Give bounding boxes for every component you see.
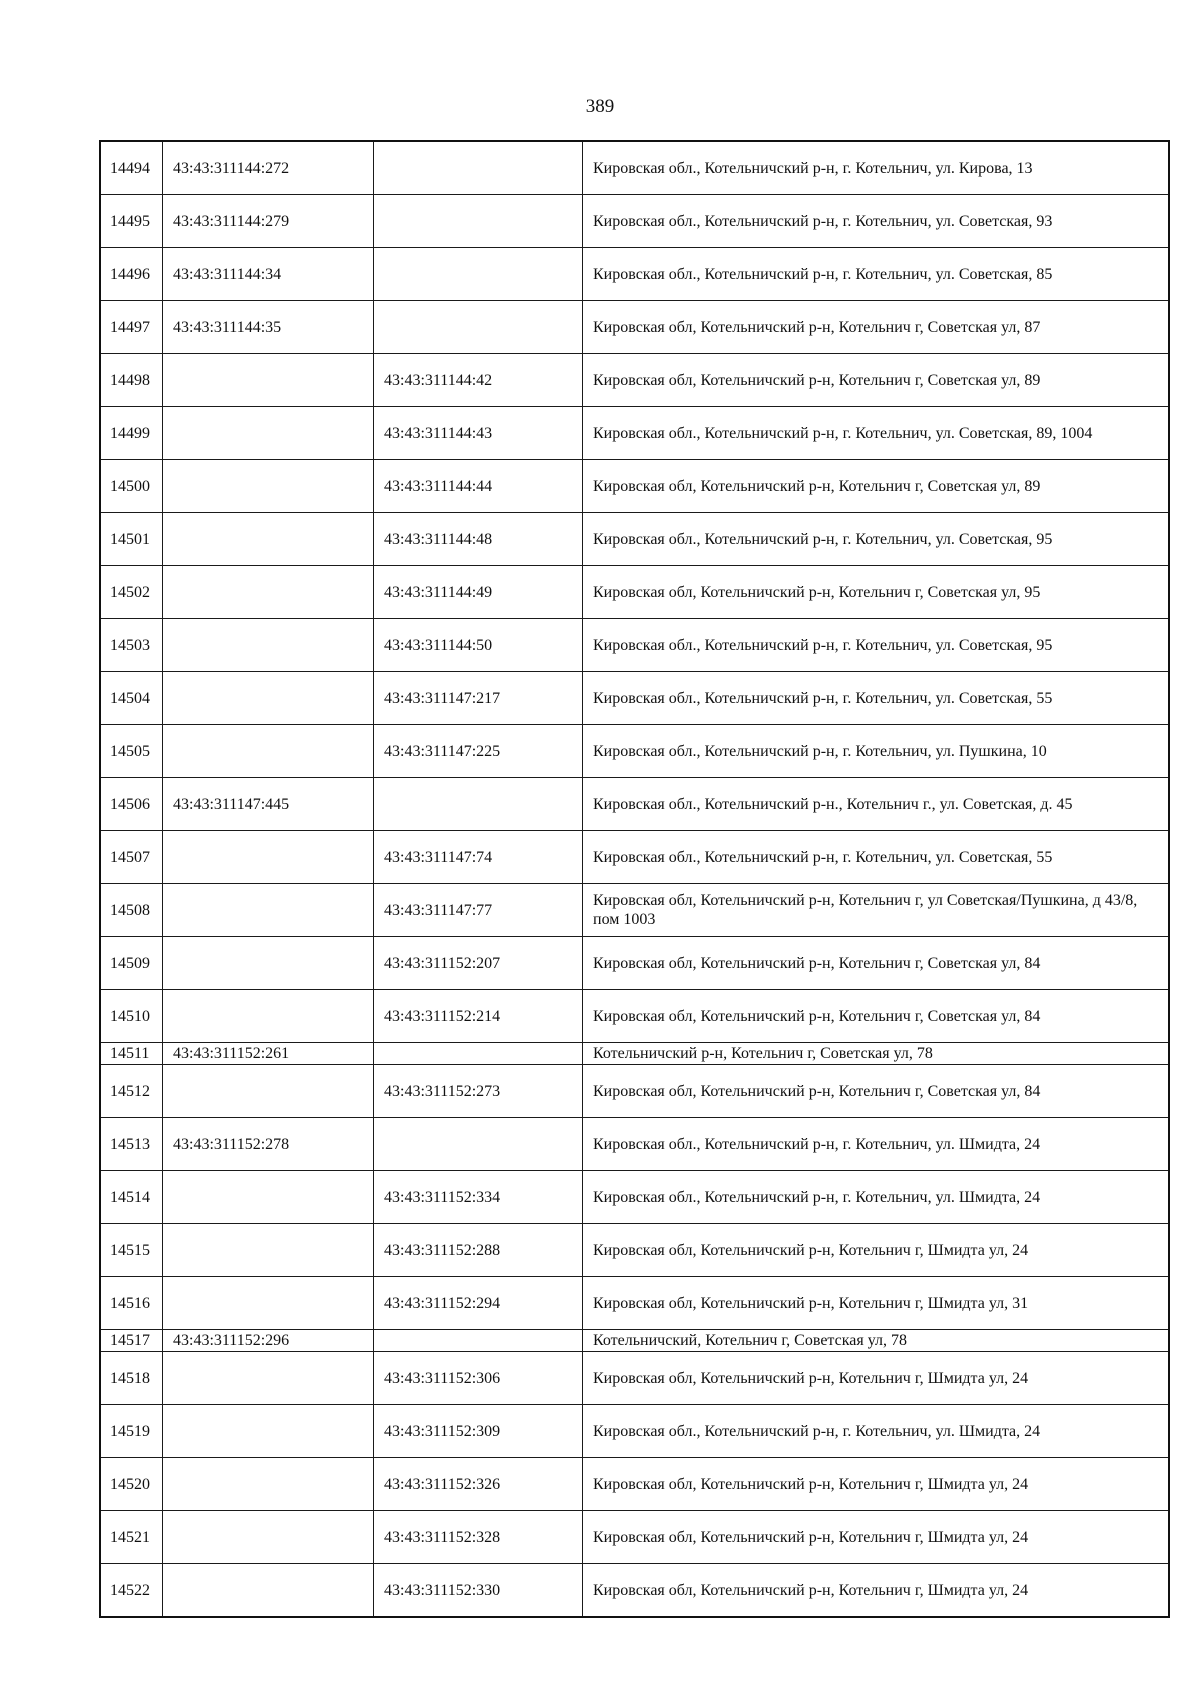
row-number-cell: 14505 [100, 725, 163, 778]
address-cell: Кировская обл, Котельничский р-н, Котельнич г, Шмидта ул, 24 [583, 1511, 1170, 1564]
table-row [100, 1405, 1169, 1458]
cadastral-number-cell [163, 1458, 374, 1511]
row-number-cell: 14521 [100, 1511, 163, 1564]
related-cadastral-number-cell: 43:43:311147:74 [374, 831, 583, 884]
table-row [100, 513, 1169, 566]
registry-table [99, 140, 1170, 1618]
row-number-cell: 14520 [100, 1458, 163, 1511]
row-number-cell: 14495 [100, 195, 163, 248]
address-cell: Кировская обл., Котельничский р-н, г. Котельнич, ул. Советская, 95 [583, 513, 1170, 566]
related-cadastral-number-cell: 43:43:311144:48 [374, 513, 583, 566]
related-cadastral-number-cell: 43:43:311152:334 [374, 1171, 583, 1224]
row-number-cell: 14504 [100, 672, 163, 725]
table-row [100, 1065, 1169, 1118]
row-number-cell: 14510 [100, 990, 163, 1043]
table-row [100, 1277, 1169, 1330]
address-cell: Кировская обл, Котельничский р-н, Котельнич г, Советская ул, 87 [583, 301, 1170, 354]
related-cadastral-number-cell [374, 248, 583, 301]
address-cell: Кировская обл, Котельничский р-н, Котельнич г, Советская ул, 95 [583, 566, 1170, 619]
related-cadastral-number-cell: 43:43:311152:214 [374, 990, 583, 1043]
address-cell: Кировская обл, Котельничский р-н, Котельнич г, Шмидта ул, 24 [583, 1564, 1170, 1618]
table-row [100, 725, 1169, 778]
row-number-cell: 14496 [100, 248, 163, 301]
cadastral-number-cell [163, 831, 374, 884]
table-row [100, 1330, 1169, 1352]
related-cadastral-number-cell [374, 1118, 583, 1171]
cadastral-number-cell [163, 513, 374, 566]
table-row [100, 1511, 1169, 1564]
related-cadastral-number-cell: 43:43:311147:225 [374, 725, 583, 778]
cadastral-number-cell: 43:43:311144:34 [163, 248, 374, 301]
table-row [100, 141, 1169, 195]
row-number-cell: 14507 [100, 831, 163, 884]
row-number-cell: 14500 [100, 460, 163, 513]
row-number-cell: 14516 [100, 1277, 163, 1330]
row-number-cell: 14498 [100, 354, 163, 407]
row-number-cell: 14502 [100, 566, 163, 619]
related-cadastral-number-cell: 43:43:311144:42 [374, 354, 583, 407]
cadastral-number-cell [163, 1511, 374, 1564]
table-row [100, 1171, 1169, 1224]
row-number-cell: 14519 [100, 1405, 163, 1458]
table-row [100, 1043, 1169, 1065]
row-number-cell: 14514 [100, 1171, 163, 1224]
address-cell: Кировская обл., Котельничский р-н, г. Котельнич, ул. Советская, 95 [583, 619, 1170, 672]
cadastral-number-cell [163, 672, 374, 725]
table-row [100, 884, 1169, 937]
table-row [100, 354, 1169, 407]
address-cell: Кировская обл, Котельничский р-н, Котельнич г, Шмидта ул, 24 [583, 1224, 1170, 1277]
table-row [100, 407, 1169, 460]
cadastral-number-cell [163, 460, 374, 513]
related-cadastral-number-cell: 43:43:311144:44 [374, 460, 583, 513]
related-cadastral-number-cell: 43:43:311144:50 [374, 619, 583, 672]
table-row [100, 1458, 1169, 1511]
address-cell: Кировская обл, Котельничский р-н, Котельнич г, Советская ул, 84 [583, 1065, 1170, 1118]
related-cadastral-number-cell: 43:43:311152:294 [374, 1277, 583, 1330]
table-row [100, 1564, 1169, 1618]
table-row [100, 460, 1169, 513]
related-cadastral-number-cell [374, 1043, 583, 1065]
table-row [100, 248, 1169, 301]
row-number-cell: 14513 [100, 1118, 163, 1171]
cadastral-number-cell [163, 937, 374, 990]
address-cell: Котельничский р-н, Котельнич г, Советская ул, 78 [583, 1043, 1170, 1065]
address-cell: Кировская обл, Котельничский р-н, Котельнич г, Шмидта ул, 24 [583, 1458, 1170, 1511]
cadastral-number-cell [163, 884, 374, 937]
row-number-cell: 14506 [100, 778, 163, 831]
row-number-cell: 14515 [100, 1224, 163, 1277]
related-cadastral-number-cell [374, 778, 583, 831]
address-cell: Кировская обл., Котельничский р-н, г. Котельнич, ул. Советская, 85 [583, 248, 1170, 301]
address-cell: Кировская обл, Котельничский р-н, Котельнич г, ул Советская/Пушкина, д 43/8, пом 1003 [583, 884, 1170, 937]
row-number-cell: 14503 [100, 619, 163, 672]
related-cadastral-number-cell: 43:43:311152:309 [374, 1405, 583, 1458]
table-row [100, 619, 1169, 672]
cadastral-number-cell [163, 990, 374, 1043]
cadastral-number-cell [163, 1405, 374, 1458]
address-cell: Кировская обл., Котельничский р-н, г. Котельнич, ул. Шмидта, 24 [583, 1405, 1170, 1458]
related-cadastral-number-cell: 43:43:311152:330 [374, 1564, 583, 1618]
address-cell: Кировская обл., Котельничский р-н, г. Котельнич, ул. Советская, 89, 1004 [583, 407, 1170, 460]
cadastral-number-cell [163, 566, 374, 619]
table-row [100, 672, 1169, 725]
table-row [100, 1118, 1169, 1171]
related-cadastral-number-cell: 43:43:311144:49 [374, 566, 583, 619]
cadastral-number-cell [163, 354, 374, 407]
address-cell: Кировская обл, Котельничский р-н, Котельнич г, Советская ул, 89 [583, 460, 1170, 513]
row-number-cell: 14499 [100, 407, 163, 460]
related-cadastral-number-cell: 43:43:311152:207 [374, 937, 583, 990]
related-cadastral-number-cell: 43:43:311152:328 [374, 1511, 583, 1564]
table-row [100, 831, 1169, 884]
related-cadastral-number-cell: 43:43:311144:43 [374, 407, 583, 460]
cadastral-number-cell [163, 619, 374, 672]
address-cell: Кировская обл, Котельничский р-н, Котельнич г, Советская ул, 89 [583, 354, 1170, 407]
cadastral-number-cell [163, 1224, 374, 1277]
row-number-cell: 14518 [100, 1352, 163, 1405]
row-number-cell: 14497 [100, 301, 163, 354]
table-row [100, 937, 1169, 990]
related-cadastral-number-cell [374, 301, 583, 354]
cadastral-number-cell [163, 1277, 374, 1330]
row-number-cell: 14508 [100, 884, 163, 937]
address-cell: Кировская обл., Котельничский р-н, г. Котельнич, ул. Шмидта, 24 [583, 1118, 1170, 1171]
row-number-cell: 14501 [100, 513, 163, 566]
table-row [100, 1224, 1169, 1277]
cadastral-number-cell [163, 407, 374, 460]
address-cell: Кировская обл., Котельничский р-н, г. Котельнич, ул. Пушкина, 10 [583, 725, 1170, 778]
related-cadastral-number-cell [374, 195, 583, 248]
row-number-cell: 14509 [100, 937, 163, 990]
page-number: 389 [585, 96, 615, 117]
row-number-cell: 14517 [100, 1330, 163, 1352]
cadastral-number-cell: 43:43:311144:272 [163, 141, 374, 195]
row-number-cell: 14512 [100, 1065, 163, 1118]
table-row [100, 990, 1169, 1043]
address-cell: Кировская обл., Котельничский р-н, г. Котельнич, ул. Советская, 55 [583, 672, 1170, 725]
table-row [100, 195, 1169, 248]
related-cadastral-number-cell [374, 141, 583, 195]
cadastral-number-cell [163, 1564, 374, 1618]
table-row [100, 778, 1169, 831]
row-number-cell: 14522 [100, 1564, 163, 1618]
address-cell: Кировская обл., Котельничский р-н, г. Котельнич, ул. Шмидта, 24 [583, 1171, 1170, 1224]
table-row [100, 566, 1169, 619]
table-row [100, 1352, 1169, 1405]
address-cell: Кировская обл, Котельничский р-н, Котельнич г, Шмидта ул, 24 [583, 1352, 1170, 1405]
cadastral-number-cell: 43:43:311147:445 [163, 778, 374, 831]
row-number-cell: 14511 [100, 1043, 163, 1065]
row-number-cell: 14494 [100, 141, 163, 195]
related-cadastral-number-cell: 43:43:311152:326 [374, 1458, 583, 1511]
cadastral-number-cell: 43:43:311152:261 [163, 1043, 374, 1065]
cadastral-number-cell [163, 1171, 374, 1224]
address-cell: Кировская обл, Котельничский р-н, Котельнич г, Советская ул, 84 [583, 937, 1170, 990]
cadastral-number-cell [163, 1065, 374, 1118]
related-cadastral-number-cell: 43:43:311147:77 [374, 884, 583, 937]
cadastral-number-cell [163, 725, 374, 778]
address-cell: Котельничский, Котельнич г, Советская ул, 78 [583, 1330, 1170, 1352]
address-cell: Кировская обл., Котельничский р-н, г. Котельнич, ул. Советская, 93 [583, 195, 1170, 248]
related-cadastral-number-cell: 43:43:311152:273 [374, 1065, 583, 1118]
cadastral-number-cell: 43:43:311144:279 [163, 195, 374, 248]
cadastral-number-cell [163, 1352, 374, 1405]
related-cadastral-number-cell: 43:43:311152:306 [374, 1352, 583, 1405]
address-cell: Кировская обл., Котельничский р-н, г. Котельнич, ул. Советская, 55 [583, 831, 1170, 884]
address-cell: Кировская обл, Котельничский р-н, Котельнич г, Советская ул, 84 [583, 990, 1170, 1043]
address-cell: Кировская обл, Котельничский р-н, Котельнич г, Шмидта ул, 31 [583, 1277, 1170, 1330]
cadastral-number-cell: 43:43:311144:35 [163, 301, 374, 354]
address-cell: Кировская обл., Котельничский р-н, г. Котельнич, ул. Кирова, 13 [583, 141, 1170, 195]
related-cadastral-number-cell [374, 1330, 583, 1352]
registry-table-body [100, 141, 1169, 1617]
related-cadastral-number-cell: 43:43:311147:217 [374, 672, 583, 725]
related-cadastral-number-cell: 43:43:311152:288 [374, 1224, 583, 1277]
cadastral-number-cell: 43:43:311152:278 [163, 1118, 374, 1171]
table-row [100, 301, 1169, 354]
address-cell: Кировская обл., Котельничский р-н., Котельнич г., ул. Советская, д. 45 [583, 778, 1170, 831]
cadastral-number-cell: 43:43:311152:296 [163, 1330, 374, 1352]
